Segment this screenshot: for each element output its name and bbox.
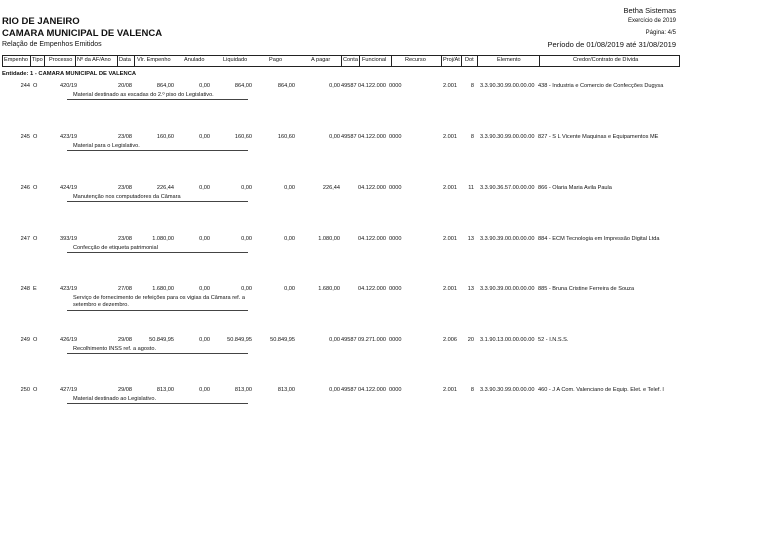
cell-funcional: 04.122.000: [358, 236, 386, 242]
cell-credor: 884 - ECM Tecnologia em Impressão Digital Ltda: [538, 236, 660, 242]
cell-vlr: 1.080,00: [152, 236, 174, 242]
cell-proj: 2.001: [443, 83, 457, 89]
cell-funcional: 04.122.000: [358, 134, 386, 140]
cell-anulado: 0,00: [199, 185, 210, 191]
cell-liquidado: 160,60: [234, 134, 252, 140]
cell-liquidado: 813,00: [234, 387, 252, 393]
description-underline: [67, 403, 248, 404]
entity-name: RIO DE JANEIRO: [2, 16, 80, 27]
col-liquidado: Liquidado: [223, 57, 248, 63]
col-anulado: Anulado: [184, 57, 205, 63]
col-processo: Processo: [49, 57, 73, 63]
cell-tipo: O: [33, 337, 38, 343]
cell-data: 20/08: [118, 83, 132, 89]
chamber-name: CAMARA MUNICIPAL DE VALENCA: [2, 28, 163, 39]
cell-tipo: O: [33, 236, 38, 242]
empenho-row: [0, 83, 768, 123]
cell-elemento: 3.3.90.39.00.00.00.00: [480, 236, 535, 242]
description-underline: [67, 99, 248, 100]
cell-vlr: 864,00: [156, 83, 174, 89]
cell-pago: 864,00: [277, 83, 295, 89]
cell-data: 29/08: [118, 387, 132, 393]
cell-elemento: 3.3.90.36.57.00.00.00: [480, 185, 535, 191]
cell-processo: 426/19: [60, 337, 78, 343]
empenho-row: [0, 134, 768, 174]
cell-empenho: 250: [20, 387, 30, 393]
cell-pago: 0,00: [284, 236, 295, 242]
col-apagar: A pagar: [311, 57, 331, 63]
cell-proj: 2.001: [443, 286, 457, 292]
cell-proj: 2.001: [443, 185, 457, 191]
cell-funcional: 04.122.000: [358, 185, 386, 191]
cell-description: Material para o Legislativo.: [73, 143, 140, 149]
cell-apagar: 0,00: [329, 134, 340, 140]
cell-elemento: 3.3.90.39.00.00.00.00: [480, 286, 535, 292]
cell-processo: 423/19: [60, 286, 78, 292]
description-underline: [67, 310, 248, 311]
cell-anulado: 0,00: [199, 83, 210, 89]
cell-vlr: 50.849,95: [149, 337, 174, 343]
cell-conta: 49587: [341, 337, 357, 343]
col-tipo: Tipo: [32, 57, 43, 63]
col-dot: Dot: [465, 57, 474, 63]
cell-recurso: 0000: [389, 286, 402, 292]
entity-line: Entidade: 1 - CAMARA MUNICIPAL DE VALENCA: [2, 71, 137, 77]
cell-liquidado: 0,00: [241, 185, 252, 191]
cell-apagar: 0,00: [329, 83, 340, 89]
empenho-row: [0, 286, 768, 326]
cell-empenho: 249: [20, 337, 30, 343]
col-data: Data: [119, 57, 131, 63]
cell-description: Serviço de fornecimento de refeições para os vigias da Câmara ref. a setembro e dezembro.: [73, 295, 245, 308]
cell-data: 23/08: [118, 236, 132, 242]
cell-dot: 13: [467, 236, 474, 242]
cell-anulado: 0,00: [199, 236, 210, 242]
page-number: Página: 4/5: [645, 30, 676, 36]
col-af: Nº da AF/Ano: [77, 57, 111, 63]
cell-pago: 0,00: [284, 185, 295, 191]
cell-recurso: 0000: [389, 83, 402, 89]
cell-empenho: 244: [20, 83, 30, 89]
cell-dot: 11: [468, 185, 474, 191]
cell-proj: 2.001: [443, 236, 457, 242]
cell-proj: 2.006: [443, 337, 457, 343]
cell-description: Material destinado as escadas do 2.º piso do Legislativo.: [73, 92, 214, 98]
cell-pago: 160,60: [277, 134, 295, 140]
cell-pago: 813,00: [277, 387, 295, 393]
cell-liquidado: 864,00: [234, 83, 252, 89]
cell-dot: 8: [470, 387, 474, 393]
cell-description: Manutenção nos computadores da Câmara: [73, 194, 181, 200]
cell-funcional: 09.271.000: [358, 337, 386, 343]
col-empenho: Empenho: [4, 57, 28, 63]
cell-conta: 49587: [341, 83, 357, 89]
empenho-row: [0, 185, 768, 225]
cell-credor: 460 - J A Com. Valenciano de Equip. Elet. e Telef. l: [538, 387, 664, 393]
cell-anulado: 0,00: [199, 286, 210, 292]
cell-credor: 827 - S L Vicente Maquinas e Equipamentos ME: [538, 134, 659, 140]
cell-recurso: 0000: [389, 236, 402, 242]
cell-empenho: 247: [20, 236, 30, 242]
cell-dot: 13: [467, 286, 474, 292]
cell-elemento: 3.3.90.30.99.00.00.00: [480, 83, 535, 89]
empenho-row: [0, 337, 768, 377]
cell-credor: 866 - Olaria Maria Avila Paula: [538, 185, 612, 191]
cell-processo: 420/19: [60, 83, 78, 89]
cell-anulado: 0,00: [199, 387, 210, 393]
cell-processo: 393/19: [60, 236, 78, 242]
cell-credor: 52 - I.N.S.S.: [538, 337, 569, 343]
cell-liquidado: 0,00: [241, 236, 252, 242]
col-projativ: Proj/At: [443, 57, 460, 63]
empenho-row: [0, 387, 768, 427]
cell-processo: 427/19: [60, 387, 78, 393]
system-name: Betha Sistemas: [623, 6, 676, 15]
cell-tipo: O: [33, 134, 38, 140]
cell-credor: 438 - Industria e Comercio de Confecções Dugysa: [538, 83, 664, 89]
cell-pago: 0,00: [284, 286, 295, 292]
cell-apagar: 1.080,00: [318, 236, 340, 242]
cell-elemento: 3.3.90.30.99.00.00.00: [480, 387, 535, 393]
cell-recurso: 0000: [389, 185, 402, 191]
cell-data: 23/08: [118, 134, 132, 140]
empenho-row: [0, 236, 768, 276]
cell-pago: 50.849,95: [270, 337, 295, 343]
cell-funcional: 04.122.000: [358, 286, 386, 292]
cell-anulado: 0,00: [199, 337, 210, 343]
cell-conta: 49587: [341, 387, 357, 393]
cell-dot: 20: [467, 337, 474, 343]
cell-anulado: 0,00: [199, 134, 210, 140]
col-funcional: Funcional: [362, 57, 387, 63]
cell-funcional: 04.122.000: [358, 83, 386, 89]
cell-data: 23/08: [118, 185, 132, 191]
cell-empenho: 248: [20, 286, 30, 292]
cell-tipo: E: [33, 286, 37, 292]
cell-tipo: O: [33, 185, 38, 191]
col-conta: Conta: [343, 57, 358, 63]
column-header: [2, 55, 680, 67]
cell-apagar: 0,00: [329, 387, 340, 393]
description-underline: [67, 252, 248, 253]
cell-description: Confecção de etiqueta patrimonial: [73, 245, 158, 251]
cell-dot: 8: [470, 134, 474, 140]
cell-apagar: 226,44: [322, 185, 340, 191]
cell-recurso: 0000: [389, 134, 402, 140]
cell-processo: 423/19: [60, 134, 78, 140]
cell-elemento: 3.1.90.13.00.00.00.00: [480, 337, 535, 343]
cell-data: 27/08: [118, 286, 132, 292]
col-pago: Pago: [269, 57, 283, 63]
cell-description: Material destinado ao Legislativo.: [73, 396, 157, 402]
cell-apagar: 0,00: [329, 337, 340, 343]
report-title: Relação de Empenhos Emitidos: [2, 41, 102, 48]
cell-elemento: 3.3.90.30.99.00.00.00: [480, 134, 535, 140]
cell-processo: 424/19: [60, 185, 78, 191]
cell-vlr: 813,00: [156, 387, 174, 393]
cell-liquidado: 0,00: [241, 286, 252, 292]
cell-tipo: O: [33, 83, 38, 89]
col-elemento: Elemento: [497, 57, 521, 63]
cell-liquidado: 50.849,95: [227, 337, 252, 343]
col-vlr: Vlr. Empenho: [137, 57, 171, 63]
cell-tipo: O: [33, 387, 38, 393]
cell-vlr: 226,44: [156, 185, 174, 191]
cell-funcional: 04.122.000: [358, 387, 386, 393]
cell-proj: 2.001: [443, 387, 457, 393]
cell-empenho: 246: [20, 185, 30, 191]
col-credor: Credor/Contrato de Dívida: [573, 57, 639, 63]
cell-recurso: 0000: [389, 337, 402, 343]
col-recurso: Recurso: [405, 57, 426, 63]
exercise: Exercício de 2019: [627, 18, 676, 24]
period: Período de 01/08/2019 até 31/08/2019: [547, 40, 676, 49]
cell-description: Recolhimento INSS ref. a agosto.: [73, 346, 157, 352]
cell-apagar: 1.680,00: [318, 286, 340, 292]
cell-data: 29/08: [118, 337, 132, 343]
description-underline: [67, 150, 248, 151]
cell-proj: 2.001: [443, 134, 457, 140]
description-underline: [67, 201, 248, 202]
cell-vlr: 1.680,00: [152, 286, 174, 292]
cell-credor: 885 - Bruna Cristine Ferreira de Souza: [538, 286, 635, 292]
cell-dot: 8: [470, 83, 474, 89]
description-underline: [67, 353, 248, 354]
cell-vlr: 160,60: [156, 134, 174, 140]
cell-recurso: 0000: [389, 387, 402, 393]
cell-conta: 49587: [341, 134, 357, 140]
cell-empenho: 245: [20, 134, 30, 140]
